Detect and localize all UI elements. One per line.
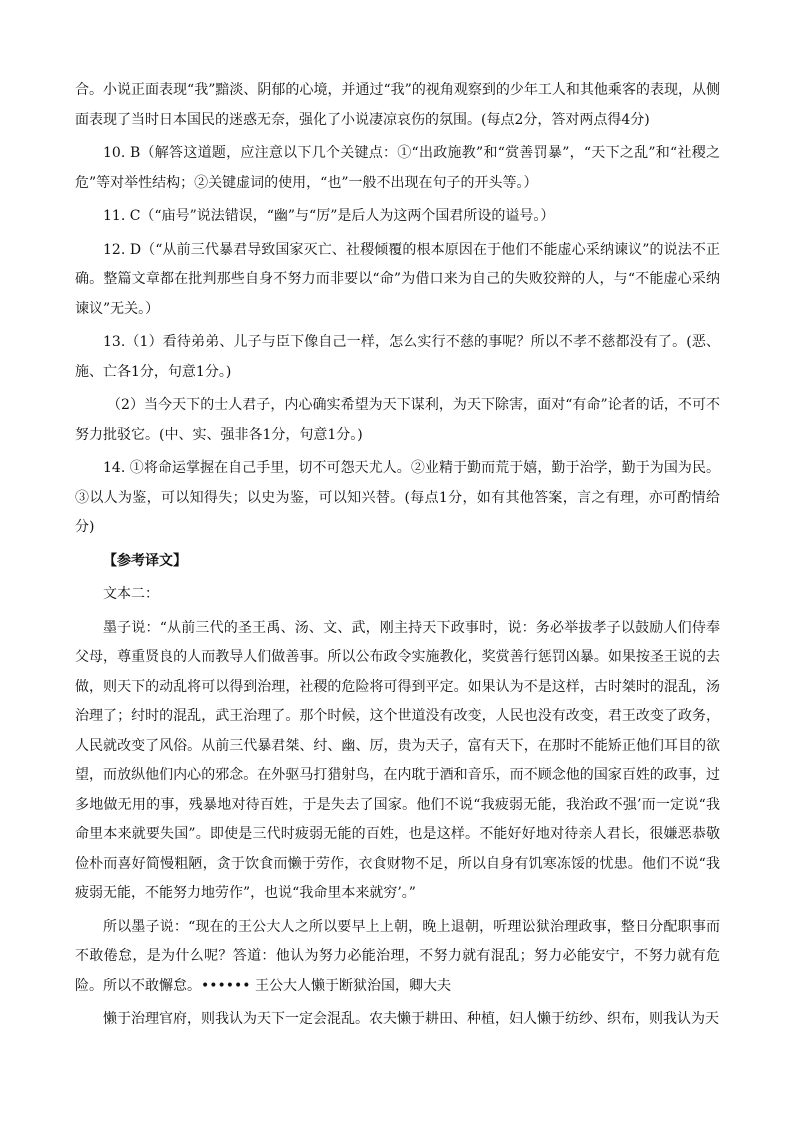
answer-paragraph-continuation: 合。小说正面表现“我”黯淡、阴郁的心境，并通过“我”的视角观察到的少年工人和其他乘客的表现，从侧面表现了当时日本国民的迷惑无奈，强化了小说凄凉哀伤的氛围。(每点2分，答对两点得4分)	[75, 82, 720, 128]
answer-12: 12. D（“从前三代暴君导致国家灭亡、社稷倾覆的根本原因在于他们不能虚心采纳谏议”的说法不正确。整篇文章都在批判那些自身不努力而非要以“命”为借口来为自己的失败狡辩的人，与“不能虚心采纳谏议”无关。）	[75, 241, 720, 317]
reference-translation-heading: 【参考译文】	[103, 552, 187, 569]
translation-paragraph-3: 懒于治理官府，则我认为天下一定会混乱。农夫懒于耕田、种植，妇人懒于纺纱、织布，则我认为天	[103, 1011, 719, 1027]
answer-13-part2: （2）当今天下的士人君子，内心确实希望为天下谋利，为天下除害，面对“有命”论者的话，不可不努力批驳它。(中、实、强非各1分，句意1分。)	[75, 397, 720, 443]
answer-13-part1: 13.（1）看待弟弟、儿子与臣下像自己一样，怎么实行不慈的事呢？所以不孝不慈都没有了。(恶、施、亡各1分，句意1分。)	[75, 334, 720, 380]
answer-11: 11. C（“庙号”说法错误，“幽”与“厉”是后人为这两个国君所设的谥号。）	[103, 208, 555, 224]
answer-14: 14. ①将命运掌握在自己手里，切不可怨天尤人。②业精于勤而荒于嬉，勤于治学，勤于为国为民。③以人为鉴，可以知得失；以史为鉴，可以知兴替。(每点1分，如有其他答案，言之有理，亦可酌情给分)	[75, 460, 720, 535]
answer-10: 10. B（解答这道题，应注意以下几个关键点：①“出政施教”和“赏善罚暴”，“天下之乱”和“社稷之危”等对举性结构；②关键虚词的使用，“也”一般不出现在句子的开头等。）	[75, 145, 720, 191]
document-body	[75, 76, 720, 1039]
text-two-label: 文本二：	[103, 586, 159, 602]
translation-paragraph-1: 墨子说：“从前三代的圣王禹、汤、文、武，刚主持天下政事时，说：务必举拔孝子以鼓励人们侍奉父母，尊重贤良的人而教导人们做善事。所以公布政令实施教化，奖赏善行惩罚凶暴。如果按圣王说的去做，则天下的动乱将可以得到治理，社稷的危险将可得到平定。如果认为不是这样，古时桀时的混乱，汤治理了；纣时的混乱，武王治理了。那个时候，这个世道没有改变，人民也没有改变，君王改变了政务，人民就改变了风俗。从前三代暴君桀、纣、幽、厉，贵为天子，富有天下，在那时不能矫正他们耳目的欲望，而放纵他们内心的邪念。在外驱马打猎射鸟，在内耽于酒和音乐，而不顾念他的国家百姓的政事，过多地做无用的事，残暴地对待百姓，于是失去了国家。他们不说“我疲弱无能，我治政不强’而一定说“我命里本来就要失国”。即使是三代时疲弱无能的百姓，也是这样。不能好好地对待亲人君长，很嫌恶恭敬俭朴而喜好简慢粗陋，贪于饮食而懒于劳作，衣食财物不足，所以自身有饥寒冻馁的忧患。他们不说“我疲弱无能，不能努力地劳作”，也说“我命里本来就穷’。”	[75, 619, 720, 901]
translation-paragraph-2: 所以墨子说：“现在的王公大人之所以要早上上朝，晚上退朝，听理讼狱治理政事，整日分配职事而不敢倦怠，是为什么呢？答道：他认为努力必能治理，不努力就有混乱；努力必能安宁，不努力就有危险。所以不敢懈怠。•••••• 王公大人懒于断狱治国，卿大夫	[75, 918, 720, 994]
